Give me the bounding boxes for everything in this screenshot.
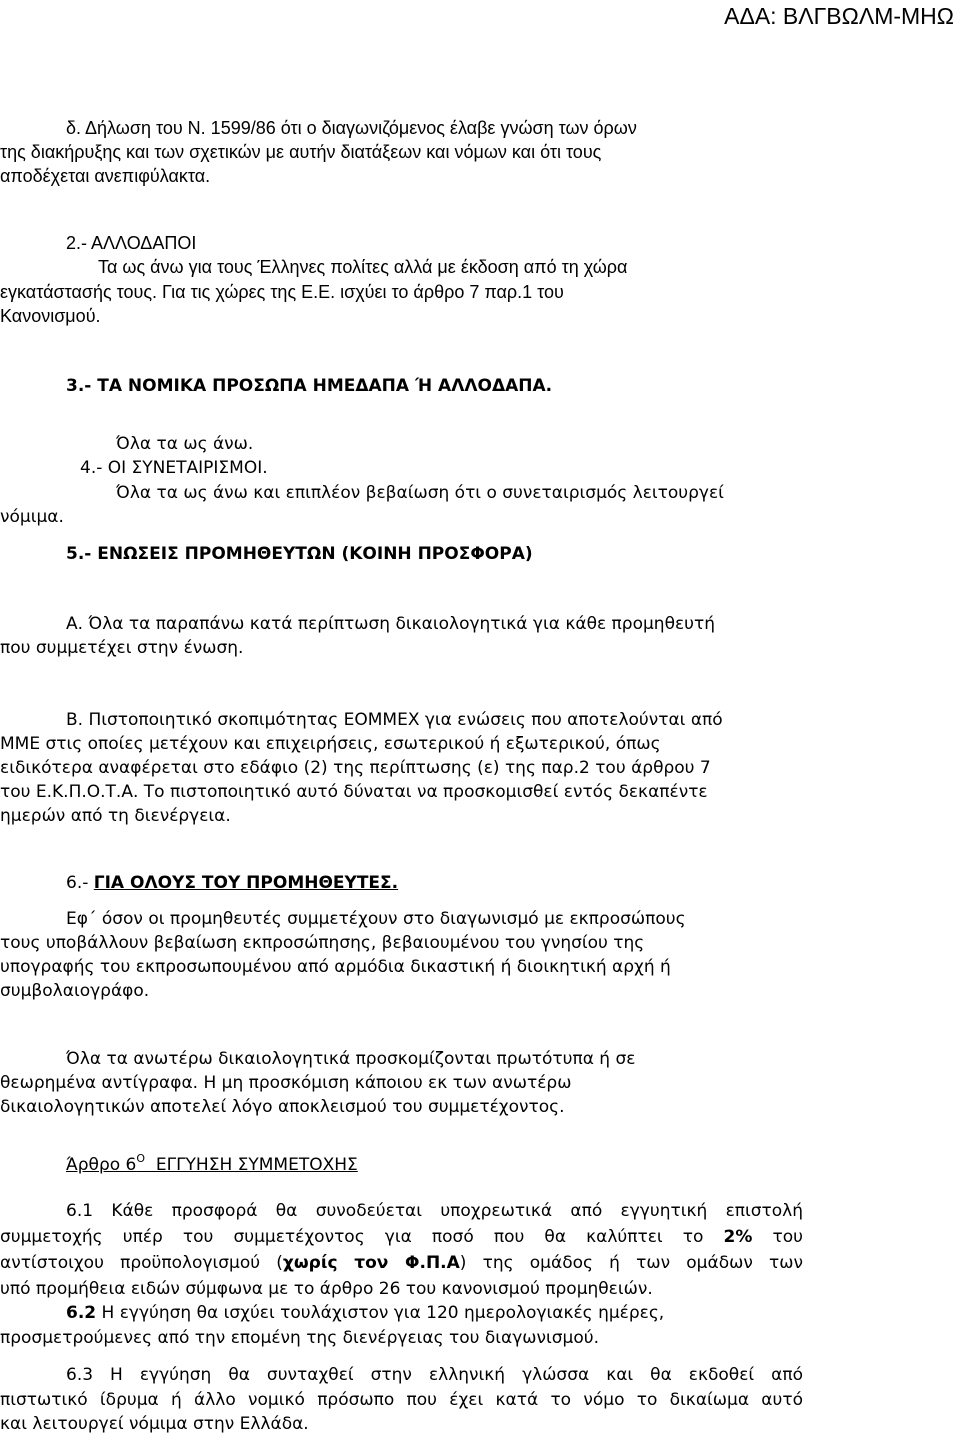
art6-1-line-3-start: αντίστοιχου προϋπολογισμού (	[0, 1253, 283, 1273]
art6-1-line-3	[0, 1252, 803, 1275]
art6-1-line-2	[0, 1226, 803, 1249]
sec6-para-1-line-4: συμβολαιογράφο.	[0, 981, 150, 1001]
sec5-b-line-3: ειδικότερα αναφέρεται στο εδάφιο (2) της περίπτωσης (ε) της παρ.2 του άρθρου 7	[0, 758, 711, 778]
sec4-line-1: Όλα τα ως άνω και επιπλέον βεβαίωση ότι ο συνεταιρισμός λειτουργεί	[116, 483, 724, 503]
article-6-title-text: Άρθρο 6	[66, 1155, 137, 1175]
sec6-para-1-line-1: Εφ΄ όσον οι προμηθευτές συμμετέχουν στο διαγωνισμό με εκπροσώπους	[66, 909, 686, 929]
art6-2-number: 6.2	[66, 1303, 97, 1323]
art6-1-without-vat: χωρίς τον Φ.Π.Α	[282, 1253, 460, 1273]
sec3-line-1: Όλα τα ως άνω.	[116, 434, 254, 454]
ada-code: ΑΔΑ: ΒΛΓΒΩΛΜ-ΜΗΩ	[724, 3, 954, 29]
sec6-para-1-line-2: τους υποβάλλουν βεβαίωση εκπροσώπησης, βεβαιουμένου του γνησίου της	[0, 933, 645, 953]
article-6-superscript: Ο	[136, 1152, 146, 1165]
art6-1-line-1: 6.1 Κάθε προσφορά θα συνοδεύεται υποχρεωτικά από εγγυητική επιστολή	[66, 1201, 803, 1221]
sec6-para-2-line-1: Όλα τα ανωτέρω δικαιολογητικά προσκομίζονται πρωτότυπα ή σε	[66, 1049, 636, 1069]
sec4-line-2: νόμιμα.	[0, 507, 64, 527]
art6-1-line-4: υπό προμήθεια ειδών σύμφωνα με το άρθρο 26 του κανονισμού προμηθειών.	[0, 1279, 653, 1299]
sec5-heading: 5.- ΕΝΩΣΕΙΣ ΠΡΟΜΗΘΕΥΤΩΝ (ΚΟΙΝΗ ΠΡΟΣΦΟΡΑ)	[66, 544, 533, 564]
sec6-number: 6.-	[66, 873, 94, 893]
sec5-a-line-1: Α. Όλα τα παραπάνω κατά περίπτωση δικαιολογητικά για κάθε προμηθευτή	[66, 614, 716, 634]
sec2-line-1: Τα ως άνω για τους Έλληνες πολίτες αλλά με έκδοση από τη χώρα	[98, 257, 628, 277]
art6-2-line-2: προσμετρούμενες από την επομένη της διενέργειας του διαγωνισμού.	[0, 1328, 600, 1348]
sec3-heading: 3.- ΤΑ ΝΟΜΙΚΑ ΠΡΟΣΩΠΑ ΗΜΕΔΑΠΑ Ή ΑΛΛΟΔΑΠΑ.	[66, 376, 553, 396]
sec2-heading: 2.- ΑΛΛΟΔΑΠΟΙ	[66, 233, 197, 253]
sec5-b-line-2: ΜΜΕ στις οποίες μετέχουν και επιχειρήσεις, εσωτερικού ή εξωτερικού, όπως	[0, 734, 661, 754]
art6-1-percent: 2%	[723, 1227, 753, 1247]
sec5-b-line-4: του Ε.Κ.Π.Ο.Τ.Α. Το πιστοποιητικό αυτό δύναται να προσκομισθεί εντός δεκαπέντε	[0, 782, 708, 802]
art6-1-line-2-text: συμμετοχής υπέρ του συμμετέχοντος για ποσό που θα καλύπτει το	[0, 1227, 704, 1247]
sec-d-line-3: αποδέχεται ανεπιφύλακτα.	[0, 166, 211, 186]
art6-3-line-3: και λειτουργεί νόμιμα στην Ελλάδα.	[0, 1414, 309, 1434]
sec-d-line-2: της διακήρυξης και των σχετικών με αυτήν διατάξεων και νόμων και ότι τους	[0, 142, 602, 162]
art6-2-line-1	[66, 1302, 664, 1325]
sec5-a-line-2: που συμμετέχει στην ένωση.	[0, 638, 244, 658]
sec4-heading: 4.- ΟΙ ΣΥΝΕΤΑΙΡΙΣΜΟΙ.	[80, 458, 268, 478]
article-6-title-rest: ΕΓΓΥΗΣΗ ΣΥΜΜΕΤΟΧΗΣ	[145, 1155, 358, 1175]
sec2-line-2: εγκατάστασής τους. Για τις χώρες της Ε.Ε. ισχύει το άρθρο 7 παρ.1 του	[0, 282, 564, 302]
art6-1-line-2-end: του	[772, 1227, 804, 1247]
sec5-b-line-1: Β. Πιστοποιητικό σκοπιμότητας ΕΟΜΜΕΧ για ενώσεις που αποτελούνται από	[66, 710, 723, 730]
art6-3-line-2: πιστωτικό ίδρυμα ή άλλο νομικό πρόσωπο που έχει κατά το νόμο το δικαίωμα αυτό	[0, 1390, 803, 1410]
art6-2-text: Η εγγύηση θα ισχύει τουλάχιστον για 120 ημερολογιακές ημέρες,	[96, 1303, 665, 1323]
sec6-heading	[66, 872, 398, 895]
sec6-para-1-line-3: υπογραφής του εκπροσωπουμένου από αρμόδια δικαστική ή διοικητική αρχή ή	[0, 957, 671, 977]
sec2-line-3: Κανονισμού.	[0, 306, 101, 326]
sec-d-line-1: δ. Δήλωση του Ν. 1599/86 ότι ο διαγωνιζόμενος έλαβε γνώση των όρων	[66, 118, 637, 138]
sec6-para-2-line-3: δικαιολογητικών αποτελεί λόγο αποκλεισμού του συμμετέχοντος.	[0, 1097, 565, 1117]
sec6-para-2-line-2: θεωρημένα αντίγραφα. Η μη προσκόμιση κάποιου εκ των ανωτέρω	[0, 1073, 572, 1093]
article-6-title	[66, 1154, 358, 1178]
art6-1-line-3-end: ) της ομάδος ή των ομάδων των	[459, 1253, 803, 1273]
sec5-b-line-5: ημερών από τη διενέργεια.	[0, 806, 231, 826]
sec6-title: ΓΙΑ ΟΛΟΥΣ ΤΟΥ ΠΡΟΜΗΘΕΥΤΕΣ.	[93, 873, 399, 893]
art6-3-line-1: 6.3 Η εγγύηση θα συνταχθεί στην ελληνική γλώσσα και θα εκδοθεί από	[66, 1365, 803, 1385]
